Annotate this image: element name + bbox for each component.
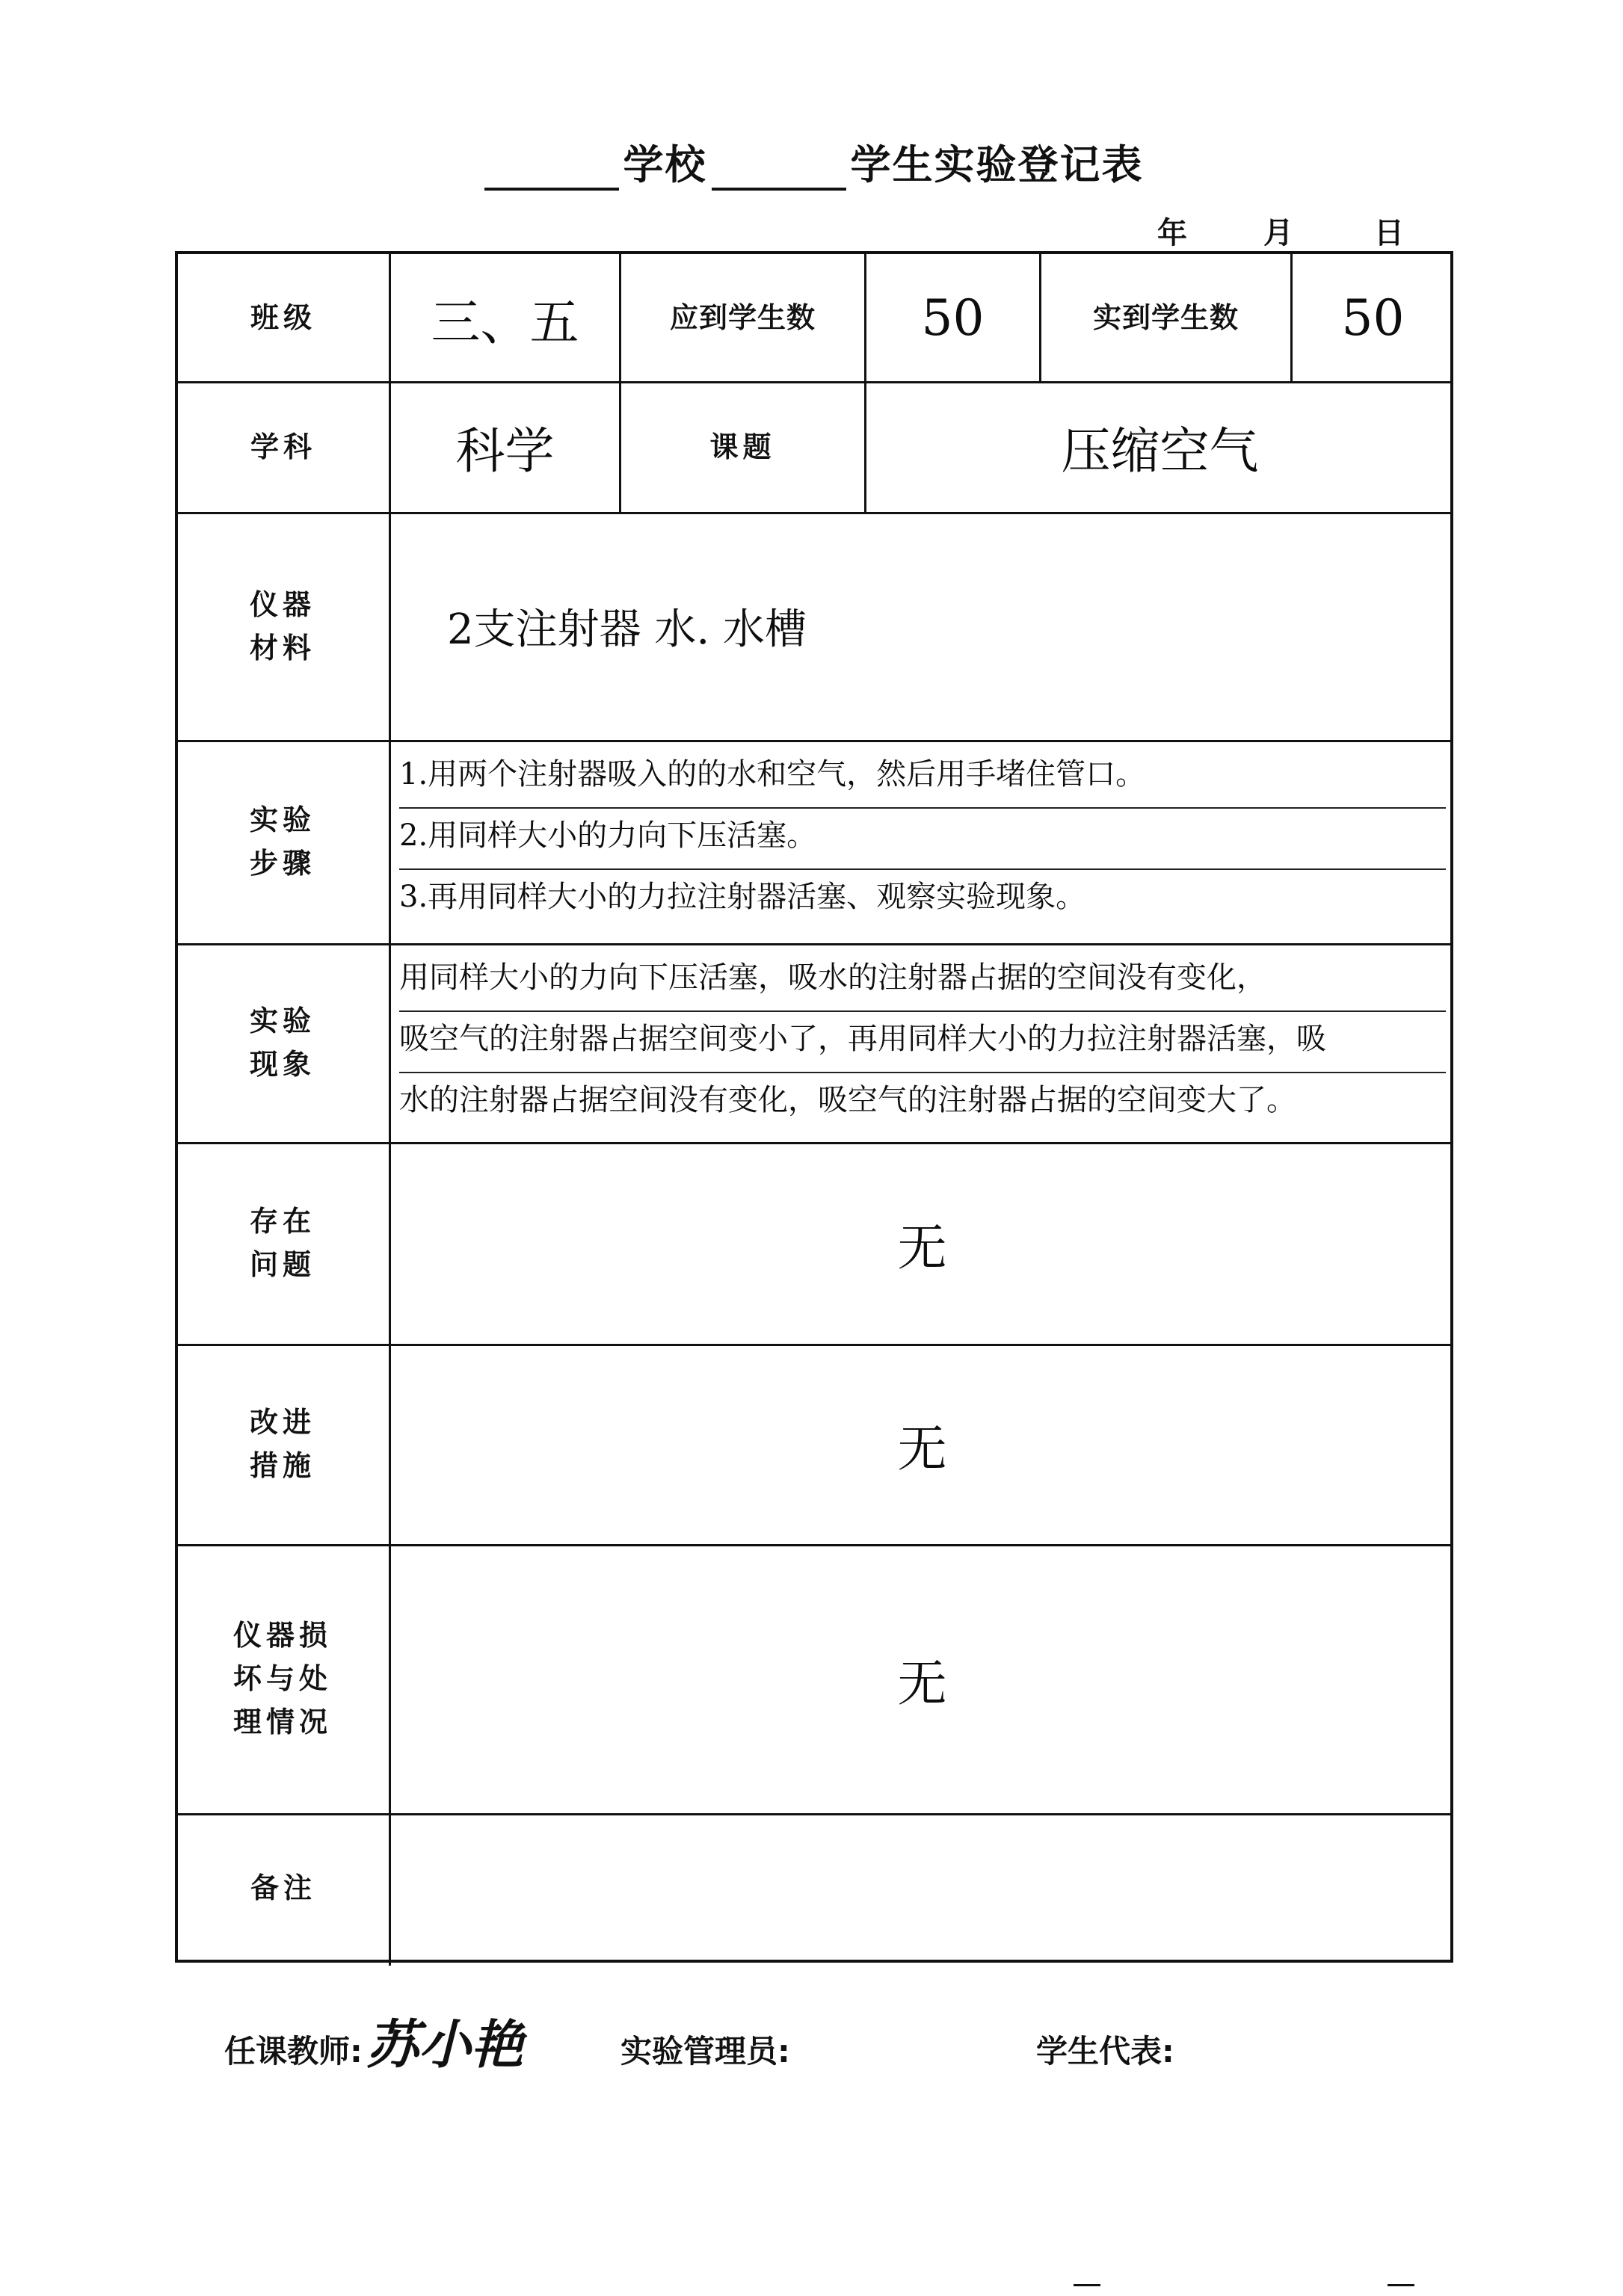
label-materials: 仪器 材料 [249,587,315,664]
date-day: 日 [1374,216,1404,250]
step-line: 1.用两个注射器吸入的的水和空气，然后用手堵住管口。 [399,747,1446,809]
label-problems: 存在 问题 [249,1205,315,1281]
form-title [0,133,1623,191]
label-subject: 学科 [250,430,316,463]
value-steps [399,747,1446,930]
label-improvements: 改进 措施 [249,1406,315,1482]
row-divider [178,943,1450,945]
step-line: 3.再用同样大小的力拉注射器活塞、观察实验现象。 [399,880,1086,914]
phenomenon-line: 用同样大小的力向下压活塞，吸水的注射器占据的空间没有变化， [399,951,1446,1012]
label-phenomenon: 实验 现象 [249,1004,315,1081]
page-mark [1074,2284,1100,2286]
student-rep-label: 学生代表: [1036,2033,1174,2070]
label-actual-students: 实到学生数 [1092,301,1239,334]
label-class: 班级 [250,301,316,334]
school-blank-2 [712,153,846,191]
teacher-signature: 苏小艳 [366,2013,523,2076]
page-mark [1388,2284,1414,2286]
value-materials: 2支注射器 水. 水槽 [447,605,807,654]
date-row [0,209,1623,254]
label-expected-students: 应到学生数 [669,301,816,334]
label-damage: 仪器损 坏与处 理情况 [232,1619,332,1738]
school-blank-1 [484,153,619,191]
value-expected-students: 50 [921,288,985,347]
row-divider [178,740,1450,742]
phenomenon-line: 水的注射器占据空间没有变化，吸空气的注射器占据的空间变大了。 [399,1083,1296,1117]
teacher-label: 任课教师: [224,2033,363,2070]
value-improvements: 无 [897,1419,947,1478]
admin-label: 实验管理员: [620,2033,790,2070]
value-class: 三、五 [431,293,579,351]
title-rest: 学生实验登记表 [850,141,1144,188]
value-damage: 无 [897,1654,947,1712]
phenomenon-line: 吸空气的注射器占据空间变小了，再用同样大小的力拉注射器活塞，吸 [399,1012,1446,1073]
date-month: 月 [1263,216,1293,250]
value-subject: 科学 [455,422,555,480]
value-topic: 压缩空气 [1061,422,1259,480]
value-remarks [391,1813,1453,1963]
label-topic: 课题 [709,430,776,463]
label-remarks: 备注 [250,1871,316,1904]
registration-table [175,251,1453,1963]
date-year: 年 [1157,216,1187,250]
label-steps: 实验 步骤 [249,803,315,880]
value-actual-students: 50 [1341,288,1405,347]
step-line: 2.用同样大小的力向下压活塞。 [399,809,1446,870]
title-school: 学校 [623,141,707,188]
value-problems: 无 [897,1218,947,1277]
signature-footer [0,2016,1623,2084]
value-phenomenon [399,951,1446,1133]
